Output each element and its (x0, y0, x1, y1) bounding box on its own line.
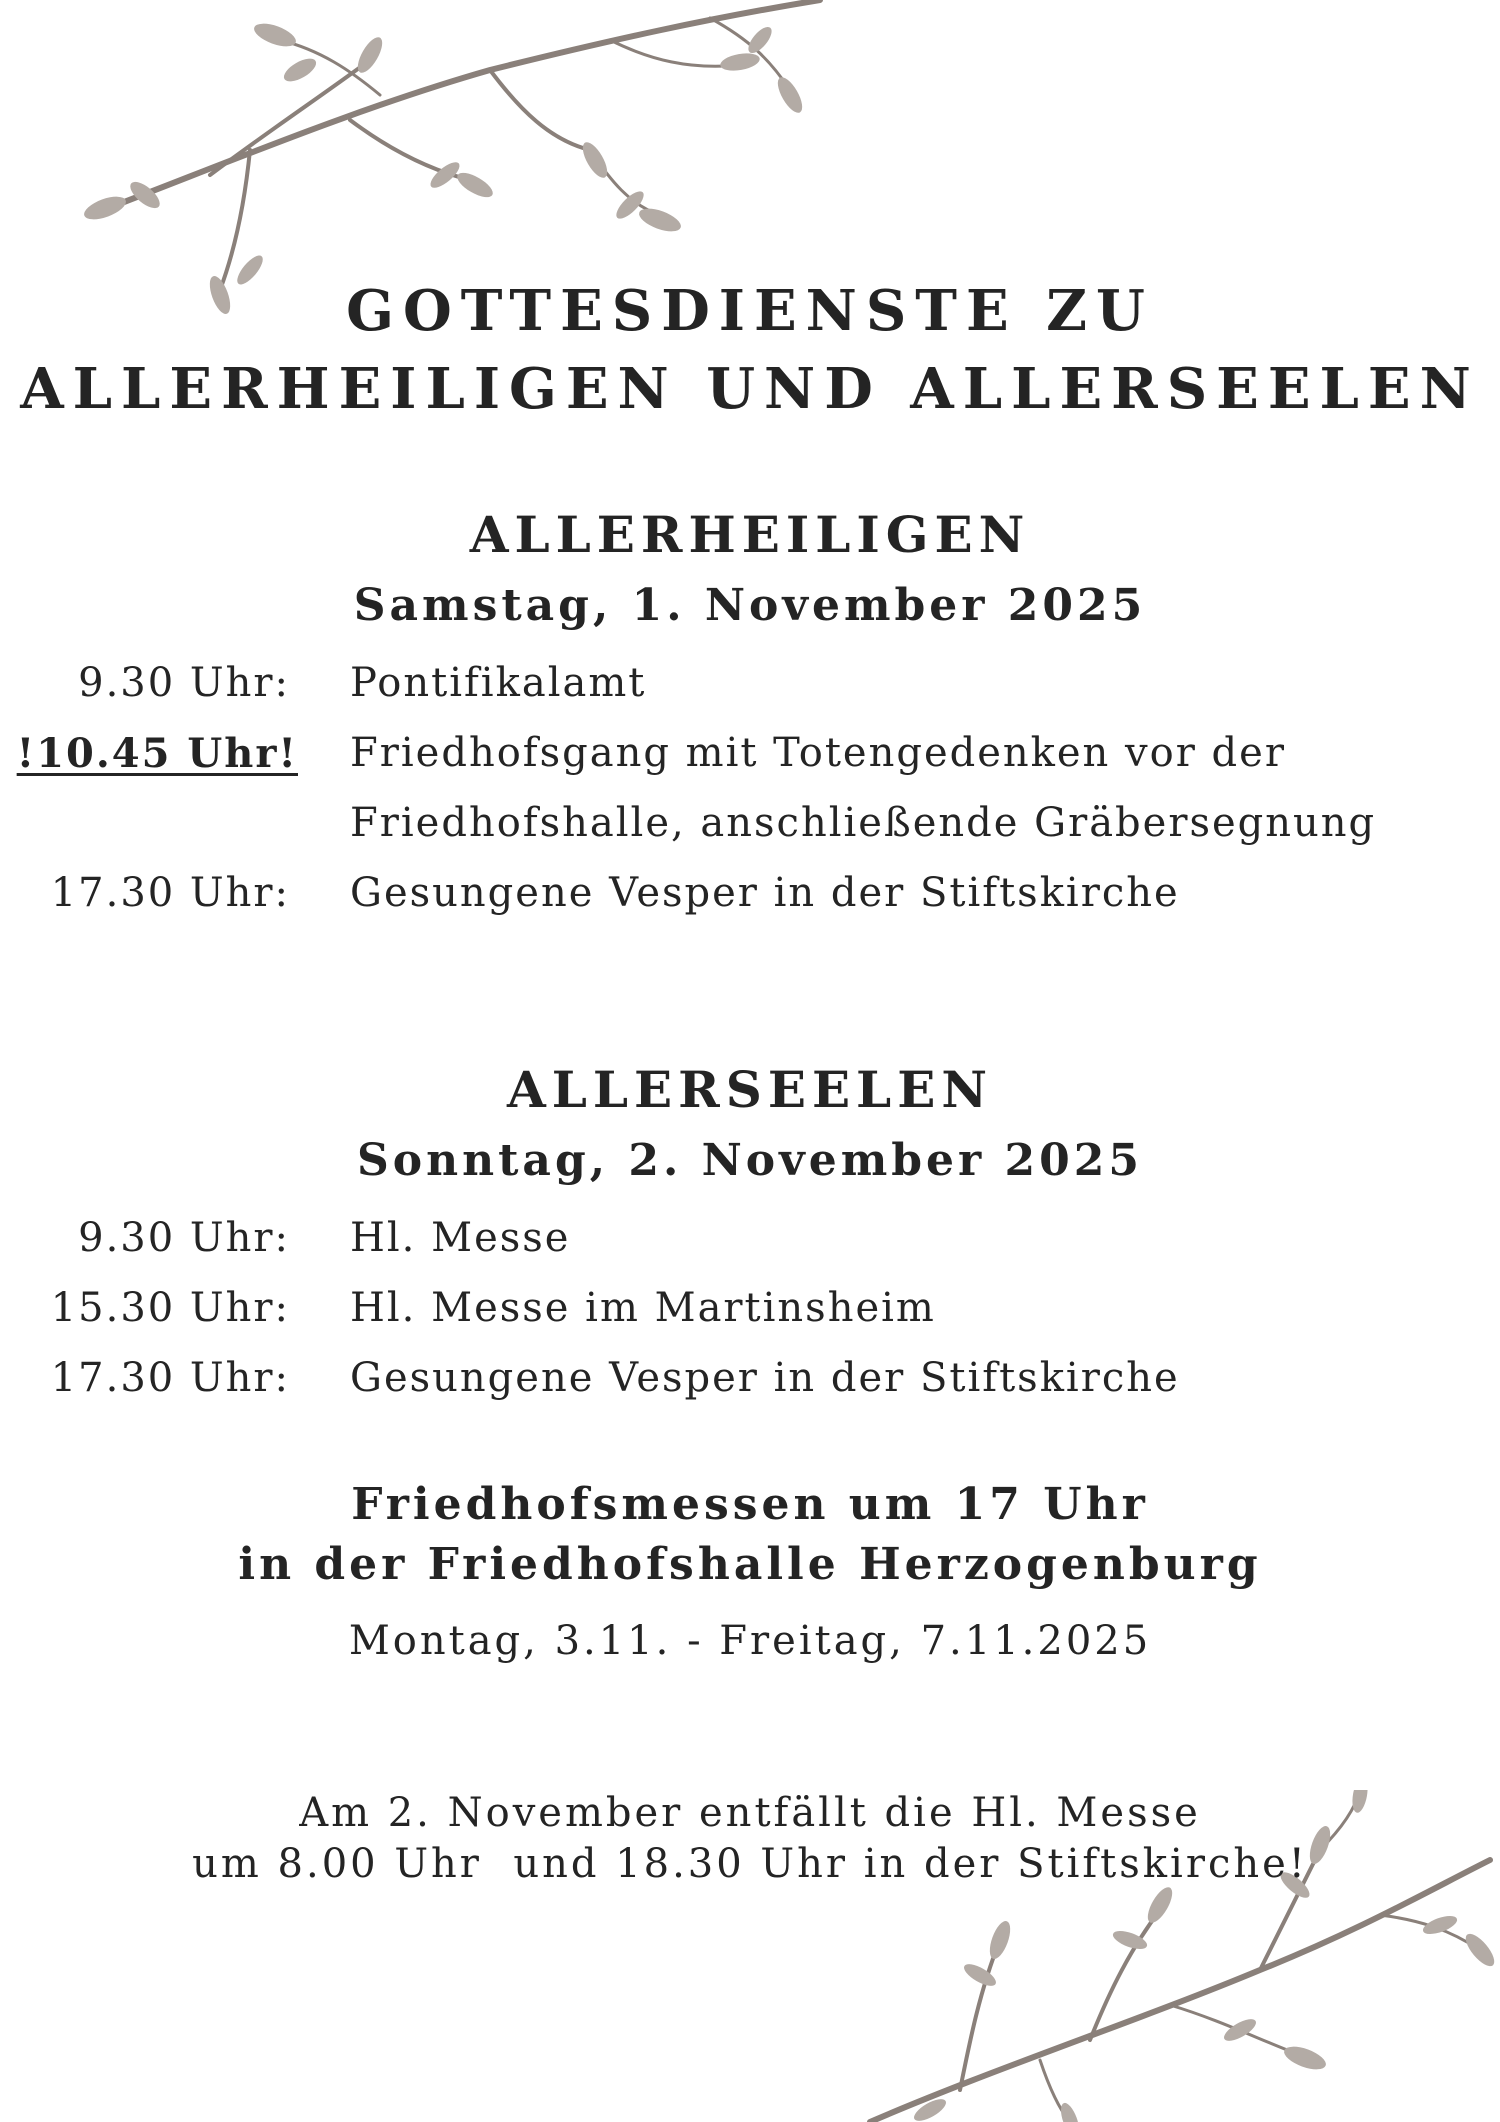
allerseelen-date: Sonntag, 2. November 2025 (357, 1135, 1143, 1186)
friedhofsmessen-heading (0, 1475, 1500, 1595)
allerseelen-heading: ALLERSEELEN (506, 1060, 994, 1119)
notice-line-2: um 8.00 Uhr und 18.30 Uhr in der Stiftskirche! (192, 1841, 1308, 1887)
schedule-time-highlight: !10.45 Uhr! (16, 730, 298, 777)
schedule-desc: Gesungene Vesper in der Stiftskirche (350, 1355, 1180, 1401)
schedule-time: 17.30 Uhr: (50, 1355, 290, 1401)
schedule-desc: Friedhofshalle, anschließende Gräbersegnung (350, 800, 1377, 846)
allerheiligen-date: Samstag, 1. November 2025 (353, 580, 1147, 631)
schedule-time: 17.30 Uhr: (50, 870, 290, 916)
friedhofsmessen-line-2: in der Friedhofshalle Herzogenburg (238, 1539, 1262, 1590)
schedule-desc: Gesungene Vesper in der Stiftskirche (350, 870, 1180, 916)
title-line-2: ALLERHEILIGEN UND ALLERSEELEN (20, 356, 1480, 422)
allerheiligen-heading: ALLERHEILIGEN (469, 505, 1031, 564)
schedule-time: 15.30 Uhr: (50, 1285, 290, 1331)
schedule-time: 9.30 Uhr: (78, 1215, 290, 1261)
page-title (0, 272, 1500, 428)
schedule-desc: Friedhofsgang mit Totengedenken vor der (350, 730, 1286, 776)
schedule-desc: Hl. Messe im Martinsheim (350, 1285, 936, 1331)
title-line-1: GOTTESDIENSTE ZU (346, 278, 1154, 344)
notice-line-1: Am 2. November entfällt die Hl. Messe (299, 1790, 1201, 1836)
friedhofsmessen-line-1: Friedhofsmessen um 17 Uhr (351, 1479, 1149, 1530)
notice (0, 1788, 1500, 1890)
friedhofsmessen-range: Montag, 3.11. - Freitag, 7.11.2025 (348, 1618, 1152, 1664)
schedule-desc: Hl. Messe (350, 1215, 571, 1261)
schedule-desc: Pontifikalamt (350, 660, 647, 706)
schedule-time: 9.30 Uhr: (78, 660, 290, 706)
